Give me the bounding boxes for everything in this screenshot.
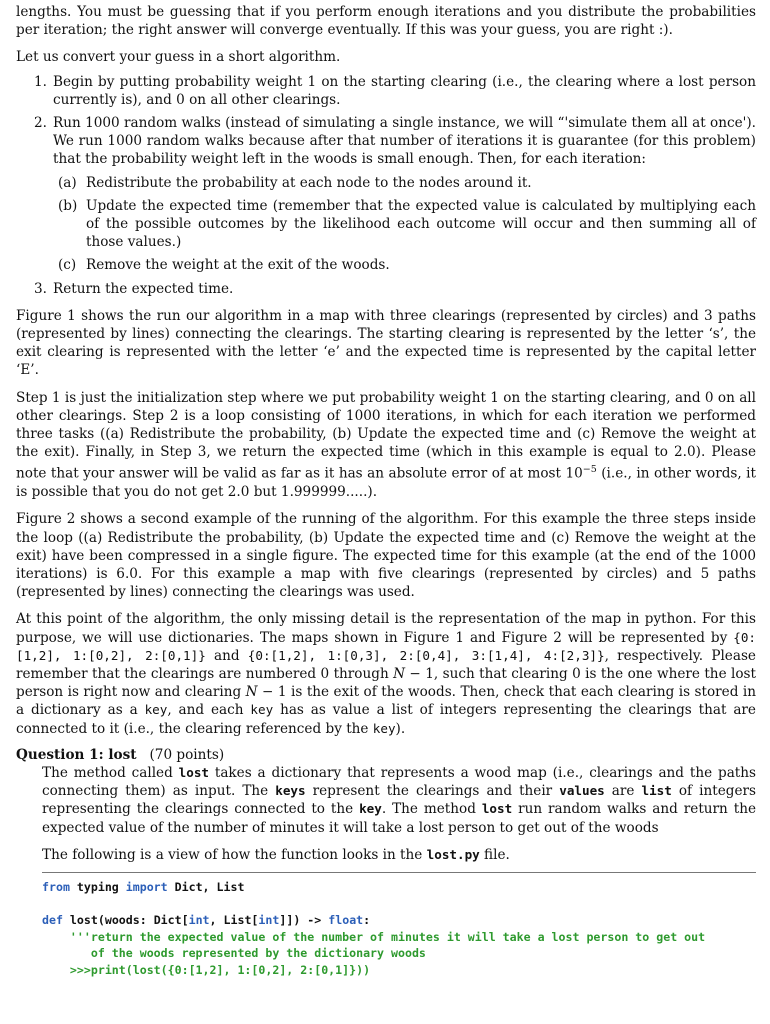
exponent: −5 (582, 464, 597, 476)
step-text: Return the expected time. (53, 280, 234, 297)
text-span: has as value a list of integers representing the clearings that are connected to it (i.e., the clearing referenced by the (16, 702, 756, 737)
step-number: 2. (34, 115, 47, 132)
substep-item (53, 197, 756, 252)
text-span: run random walks and return the expected value of the number of minutes it will take a lost person to get out of the woods (42, 801, 756, 836)
question-heading (16, 746, 756, 764)
step-text: Begin by putting probability weight 1 on the starting clearing (i.e., the clearing where a lost person currently is), and 0 on all other clearings. (53, 73, 756, 108)
code-line-import (42, 879, 756, 896)
text-span: and (205, 647, 248, 664)
text-span: , respectively. Please remember that the clearings are numbered 0 through (16, 647, 756, 683)
step-item (16, 114, 756, 275)
file-name: lost.py (426, 846, 480, 862)
code-text: Dict, List (167, 880, 245, 895)
text-span: − 1 is the exit of the woods. Then, check that each clearing is stored in a dictionary as a (16, 684, 756, 719)
paragraph-intro: lengths. You must be guessing that if you perform enough iterations and you distribute the probabilities per iteration; the right answer will converge eventually. If this was your guess, you are right :). (16, 4, 756, 39)
substep-item (53, 256, 756, 274)
substep-text: Redistribute the probability at each node to the nodes around it. (86, 174, 532, 191)
text-span: file. (479, 846, 510, 863)
text-span: , and each (167, 702, 251, 719)
text-span: takes a dictionary that represents a wood map (i.e., clearings and the paths connecting them) as input. The (42, 765, 756, 800)
paragraph-convert: Let us convert your guess in a short algorithm. (16, 49, 341, 66)
code-key: key (250, 702, 274, 718)
text-span: The method called (42, 765, 179, 782)
text-span: are (604, 783, 642, 800)
substep-number: (a) (58, 174, 77, 191)
step-number: 1. (34, 73, 47, 90)
code-text: typing (69, 880, 126, 895)
question-title: Question 1: lost (16, 746, 137, 763)
paragraph-representation (16, 610, 756, 737)
substeps (53, 174, 756, 275)
code-docstring-line: >>>print(lost({0:[1,2], 1:[0,2], 2:[0,1]})) (42, 963, 371, 978)
code-blank-line (42, 896, 756, 913)
text-span: of integers representing the clearings connected to the (42, 783, 756, 818)
paragraph-figure1: Figure 1 shows the run our algorithm in a map with three clearings (represented by circles) and 3 paths (represented by lines) connecting the clearings. The starting clearing is represented by the letter ‘s’, the exit clearing is represented with the letter ‘e’ and the expected time is represented by the capital letter ‘E’. (16, 307, 756, 379)
text-span: − 1, such that clearing 0 is the one where the lost person is right now and clearing (16, 666, 756, 701)
code-divider (42, 872, 756, 873)
code-lost: lost (178, 765, 209, 781)
dict-example-2: {0:[1,2], 1:[0,3], 2:[0,4], 3:[1,4], 4:[2,3]} (247, 647, 605, 663)
substep-number: (c) (58, 257, 77, 274)
type-keyword: int (188, 913, 210, 928)
code-line-def (42, 912, 756, 929)
code-lost: lost (481, 801, 513, 817)
substep-text: Remove the weight at the exit of the woods. (86, 257, 390, 274)
math-n: N (245, 684, 258, 701)
text-span: . The method (381, 801, 482, 818)
code-listing (42, 879, 756, 979)
text-span: At this point of the algorithm, the only missing detail is the representation of the map in python. For this purpose, we will use dictionaries. The maps shown in Figure 1 and Figure 2 will be represented by (16, 611, 756, 646)
code-docstring-line: of the woods represented by the dictionary woods (42, 946, 426, 961)
code-key: key (359, 801, 382, 817)
question-description (42, 764, 756, 837)
step-item (16, 73, 756, 109)
dict-example-1: {0:[1,2], 1:[0,2], 2:[0,1]} (16, 629, 756, 663)
code-text: ]]) -> (279, 913, 329, 928)
code-key: key (144, 702, 168, 718)
code-text: , List[ (209, 913, 259, 928)
code-key: key (372, 720, 396, 736)
question-points: (70 points) (149, 746, 225, 763)
text-span: represent the clearings and their (305, 783, 560, 800)
paragraph-step1 (16, 389, 756, 502)
document-page (16, 0, 756, 979)
code-docstring-line: '''return the expected value of the number of minutes it will take a lost person to get out (42, 929, 706, 944)
code-text: : (363, 913, 371, 928)
step-text: Run 1000 random walks (instead of simulating a single instance, we will “'simulate them all at once'). We run 1000 random walks because after that number of iterations it is guarantee (for this problem) that the probability weight left in the woods is small enough. Then, for each iteration: (53, 115, 756, 168)
step-item (16, 280, 756, 298)
keyword: import (125, 880, 168, 895)
algorithm-steps (16, 73, 756, 298)
type-keyword: int (258, 913, 280, 928)
text-span: Step 1 is just the initialization step where we put probability weight 1 on the starting clearing, and 0 on all other clearings. Step 2 is a loop consisting of 1000 iterations, in which for each iteration we performed three tasks ((a) Redistribute the probability, (b) Update the expected time and (c) Remove the weight at the exit). Finally, in Step 3, we return the expected time (which in this example is equal to 2.0). Please note that your answer will be valid as far as it has an absolute error of at most 10 (16, 389, 756, 482)
substep-number: (b) (58, 197, 78, 214)
substep-text: Update the expected time (remember that the expected value is calculated by multiplying each of the possible outcomes by the likelihood each outcome will occur and then summing all of those values.) (86, 197, 756, 251)
keyword: from (42, 880, 70, 895)
code-keys: keys (275, 783, 306, 799)
paragraph-figure2: Figure 2 shows a second example of the running of the algorithm. For this example the three steps inside the loop ((a) Redistribute the probability, (b) Update the expected time and (c) Remove the weight at the exit) have been compressed in a single figure. The expected time for this example (at the end of the 1000 iterations) is 6.0. For this example a map with five clearings (represented by circles) and 5 paths (represented by lines) connecting the clearings was used. (16, 511, 756, 601)
math-n: N (393, 666, 406, 683)
substep-item (53, 174, 756, 192)
text-span: ). (395, 720, 406, 737)
question-file-view (42, 846, 756, 864)
type-keyword: float (328, 913, 364, 928)
code-list: list (641, 783, 672, 799)
text-span: The following is a view of how the function looks in the (42, 846, 427, 863)
keyword: def (42, 913, 63, 928)
step-number: 3. (34, 280, 47, 297)
code-values: values (559, 783, 605, 799)
text-span: (i.e., in other words, it is possible that you do not get 2.0 but 1.999999.....). (16, 466, 756, 501)
code-text: lost(woods: Dict[ (62, 913, 189, 928)
